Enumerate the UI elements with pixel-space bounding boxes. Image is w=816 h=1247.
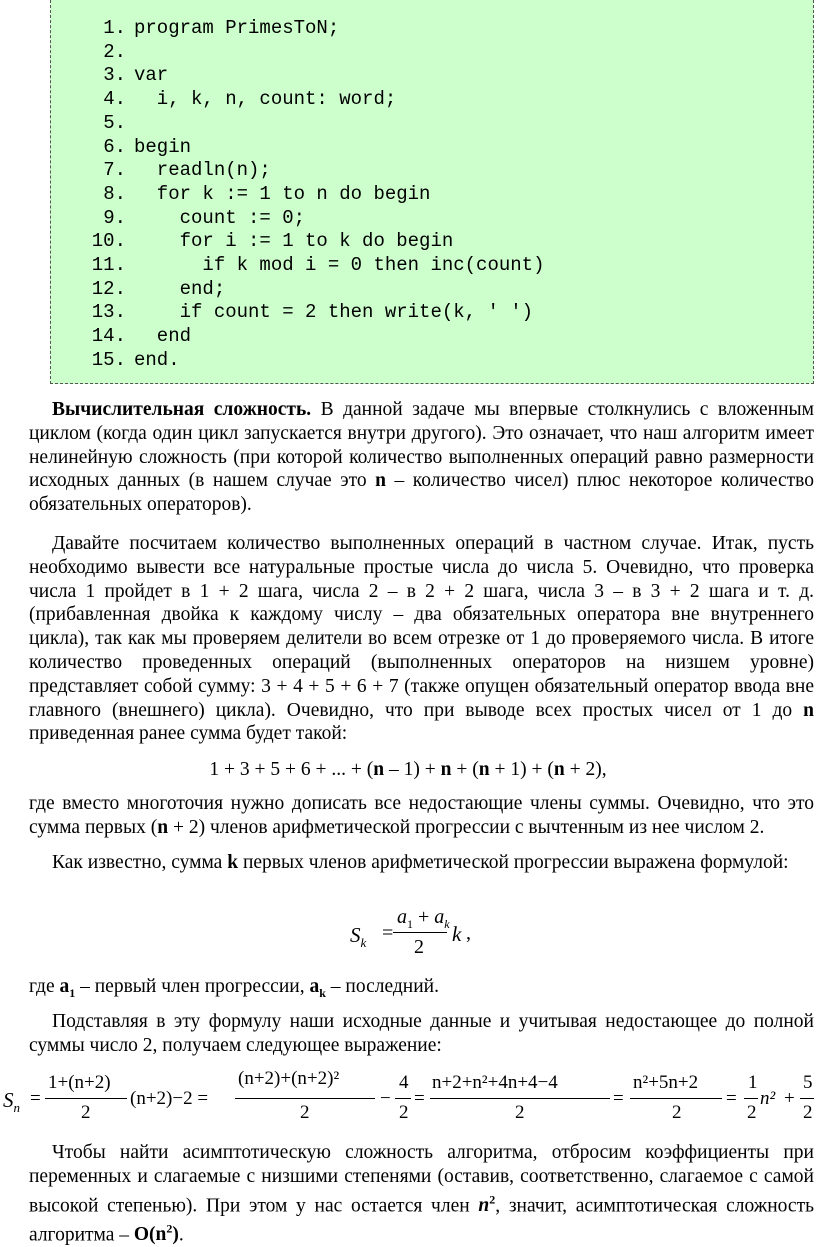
paragraph-example	[29, 532, 814, 746]
line-number: 5.	[103, 111, 126, 134]
formula-subscript: k	[360, 935, 367, 951]
formula-numerator: n+2+n²+4n+4−4	[432, 1072, 558, 1093]
formula-numerator: 1	[748, 1072, 758, 1093]
paragraph-text: первых членов арифметической прогрессии выражена формулой:	[238, 852, 789, 873]
line-number: 13.	[91, 301, 126, 324]
paragraph-text: Чтобы найти асимптотическую сложность алгоритма, отбросим коэффициенты при переменных и слагаемые с низшими степенями (оставив, соответственно, слагаемое с самой высокой степенью). При этом у нас остается член	[29, 1142, 814, 1217]
formula-denominator: 2	[672, 1102, 682, 1123]
formula-numerator: n²+5n+2	[633, 1072, 699, 1093]
paragraph-terms	[29, 975, 814, 1006]
line-number: 14.	[91, 325, 126, 348]
formula-text: (n+2)−2 =	[130, 1088, 209, 1109]
paragraph-text: , значит, асимптотическая сложность алгоритма –	[29, 1195, 814, 1246]
paragraph-text: – последний.	[325, 976, 439, 997]
line-number: 3.	[103, 64, 126, 87]
code-text: end;	[134, 277, 226, 300]
code-text: i, k, n, count: word;	[134, 88, 397, 111]
var-ak: a	[309, 976, 320, 997]
code-text: if k mod i = 0 then inc(count)	[134, 254, 545, 276]
formula-text: + (	[451, 759, 479, 780]
fraction-bar	[630, 1098, 722, 1099]
formula-text: + 1) + (	[489, 759, 554, 780]
paragraph-known-sum	[29, 851, 814, 875]
fraction-bar	[430, 1098, 610, 1099]
big-o-text: O(n	[133, 1224, 167, 1246]
code-line	[51, 182, 430, 206]
formula-denominator: 2	[515, 1102, 525, 1123]
paragraph-text: где	[29, 976, 60, 997]
formula-subscript: k	[444, 917, 450, 931]
code-text: end.	[134, 348, 180, 371]
formula-symbol: a	[397, 906, 407, 928]
var-n: n	[440, 759, 452, 780]
paragraph-text: приведенная ранее сумма будет такой:	[29, 723, 348, 745]
superscript: 2	[166, 1221, 173, 1236]
paragraph-progression	[29, 792, 814, 840]
line-number: 2.	[103, 40, 126, 63]
code-line	[51, 300, 533, 324]
paragraph-asymptotic	[29, 1141, 814, 1247]
formula-comma: ,	[466, 922, 471, 944]
code-text: begin	[134, 135, 192, 158]
code-text: end	[134, 325, 192, 348]
paragraph-text: Давайте посчитаем количество выполненных операций в частном случае. Итак, пусть необходимо вывести все натуральные простые числа до числа 5. Очевидно, что проверка числа 1 пройдет в 1 + 2 шага, числа 2 – в 2 + 2 шага, числа 3 – в 3 + 2 шага и т. д. (прибавленная двойка к каждому числу – два обязательных оператора вне внутреннего цикла), так как мы проверяем делители во всем отрезке от 1 до проверяемого числа. В итоге количество проведенных операций (выполненных операторов на низшем уровне) представляет собой сумму: 3 + 4 + 5 + 6 + 7 (также опущен обязательный оператор ввода вне главного (внешнего) цикла). Очевидно, что при выводе всех простых чисел от 1 до	[29, 533, 814, 721]
formula-numerator: 5	[803, 1072, 813, 1093]
formula-denominator: 2	[399, 1102, 409, 1123]
fraction-bar	[800, 1098, 814, 1099]
formula-symbol: S	[350, 923, 361, 947]
subscript: k	[319, 985, 326, 1000]
formula-text: – 1) +	[384, 759, 441, 780]
line-number: 8.	[103, 182, 126, 205]
var-a1: a	[59, 976, 70, 997]
fraction-bar	[393, 932, 447, 933]
line-number: 10.	[91, 230, 126, 253]
formula-numerator: 1+(n+2)	[48, 1072, 111, 1093]
formula-denominator: 2	[803, 1102, 813, 1123]
code-line	[51, 111, 134, 135]
formula-symbol: S	[3, 1088, 14, 1112]
code-line	[51, 135, 191, 159]
code-line	[51, 87, 396, 111]
var-n: n	[478, 1195, 490, 1217]
var-n: n	[803, 699, 814, 721]
formula-op: −	[380, 1088, 391, 1109]
var-n: n	[375, 470, 386, 492]
line-number: 4.	[103, 88, 126, 111]
line-number: 6.	[103, 135, 126, 158]
fraction-bar	[744, 1098, 758, 1099]
code-line	[51, 229, 453, 253]
code-line	[51, 253, 544, 277]
var-n: n	[478, 759, 490, 780]
code-line	[51, 40, 134, 64]
formula-numerator	[397, 906, 450, 932]
formula-denominator: 2	[81, 1102, 91, 1123]
code-text: readln(n);	[134, 159, 271, 182]
line-number: 1.	[103, 17, 126, 39]
paragraph-text: – количество чисел) плюс некоторое количество обязательных операторов).	[29, 470, 814, 516]
code-text: var	[134, 64, 169, 87]
term-heading: Вычислительная сложность.	[52, 399, 312, 420]
line-number: 12.	[91, 277, 126, 300]
var-k: k	[227, 852, 239, 873]
code-line	[51, 348, 180, 372]
code-line	[51, 206, 305, 230]
formula-op: +	[784, 1088, 795, 1109]
formula-symbol: k	[452, 922, 462, 946]
formula-text: 1 + 3 + 5 + 6 + ... + (	[209, 759, 374, 780]
paragraph-complexity	[29, 398, 814, 517]
paragraph-text: где вместо многоточия нужно дописать все недостающие члены суммы. Очевидно, что это сумма первых (	[29, 793, 814, 838]
paragraph-text: .	[178, 1224, 184, 1246]
formula-op: +	[418, 906, 430, 928]
formula-text: + 2),	[564, 759, 607, 780]
formula-symbol: a	[434, 906, 445, 928]
line-number: 11.	[91, 254, 126, 276]
code-text: for k := 1 to n do begin	[134, 182, 431, 205]
code-text: if count = 2 then write(k, ' ')	[134, 301, 534, 324]
fraction-bar	[45, 1098, 127, 1099]
line-number: 7.	[103, 159, 126, 182]
sum-formula	[0, 758, 816, 782]
big-formula: $S_n$ = 1+(n+2) 2 (n+2)−2 = (n+2)+(n+2)² 2 − 4 2 = n+2+n²+4n+4−4 2 = n²+5n+2 2 = 1 2 n² + 5 2	[3, 1068, 813, 1123]
code-text: program PrimesToN;	[134, 17, 340, 39]
formula-equals: =	[382, 922, 394, 944]
formula-symbol: n²	[760, 1088, 776, 1109]
paragraph-text: Подставляя в эту формулу наши исходные данные и учитывая недостающее до полной суммы число 2, получаем следующее выражение:	[29, 1011, 814, 1056]
fraction-bar	[395, 1098, 411, 1099]
formula-numerator: (n+2)+(n+2)²	[238, 1068, 340, 1089]
code-line	[51, 158, 271, 182]
paragraph-text: В данной задаче мы впервые столкнулись с вложенным циклом (когда один цикл запускается внутри другого). Это означает, что наш алгоритм имеет нелинейную сложность (при которой количество выполненных операций равно размерности исходных данных (в нашем случае это	[29, 399, 814, 492]
formula-numerator: 4	[399, 1072, 409, 1093]
formula-subscript: 1	[407, 917, 413, 931]
code-line	[51, 277, 225, 301]
line-number: 9.	[103, 206, 126, 229]
big-o	[133, 1221, 179, 1246]
var-n: n	[553, 759, 565, 780]
code-text: count := 0;	[134, 206, 306, 229]
fraction-bar	[235, 1098, 375, 1099]
paragraph-substitute	[29, 1010, 814, 1058]
formula-denominator: 2	[414, 936, 424, 958]
line-number: 15.	[91, 348, 126, 371]
paragraph-text: – первый член прогрессии,	[75, 976, 310, 997]
formula-subscript: n	[13, 1100, 20, 1116]
subscript: 1	[69, 985, 76, 1000]
code-line	[51, 16, 339, 40]
paragraph-text: Как известно, сумма	[52, 852, 228, 873]
superscript: 2	[489, 1192, 496, 1207]
big-o-text: )	[172, 1224, 179, 1246]
code-line	[51, 324, 191, 348]
var-n: n	[157, 816, 169, 838]
formula-denominator: 2	[747, 1102, 757, 1123]
code-text: for i := 1 to k do begin	[134, 230, 454, 253]
code-listing	[50, 0, 814, 384]
formula-denominator: 2	[300, 1102, 310, 1123]
paragraph-text: + 2) членов арифметической прогрессии с вычтенным из нее числом 2.	[168, 816, 765, 838]
code-line	[51, 63, 168, 87]
var-n: n	[373, 759, 385, 780]
